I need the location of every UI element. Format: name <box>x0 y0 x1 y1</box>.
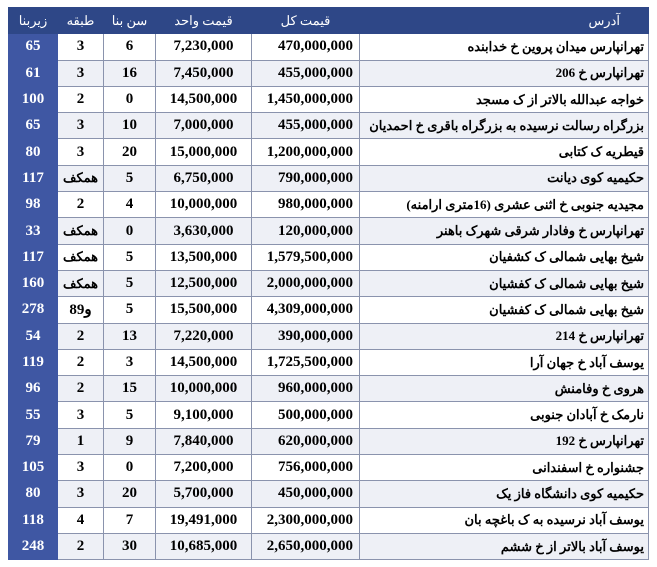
cell-unit-price: 7,200,000 <box>156 455 252 481</box>
cell-unit-price: 7,230,000 <box>156 34 252 60</box>
cell-total-price: 756,000,000 <box>252 455 360 481</box>
cell-unit-price: 5,700,000 <box>156 481 252 507</box>
cell-area: 100 <box>9 86 58 112</box>
cell-area: 96 <box>9 376 58 402</box>
cell-floor: 2 <box>58 349 104 375</box>
cell-area: 79 <box>9 428 58 454</box>
cell-address: تهرانپارس خ 192 <box>360 428 649 454</box>
header-age: سن بنا <box>104 8 156 34</box>
cell-area: 65 <box>9 113 58 139</box>
cell-floor: همکف <box>58 244 104 270</box>
cell-total-price: 470,000,000 <box>252 34 360 60</box>
cell-total-price: 2,000,000,000 <box>252 270 360 296</box>
cell-total-price: 1,579,500,000 <box>252 244 360 270</box>
table-row <box>9 455 649 481</box>
cell-floor: 3 <box>58 113 104 139</box>
cell-floor: 2 <box>58 323 104 349</box>
cell-address: هروی خ وفامنش <box>360 376 649 402</box>
cell-area: 119 <box>9 349 58 375</box>
cell-total-price: 2,650,000,000 <box>252 533 360 559</box>
table-row <box>9 192 649 218</box>
table-row <box>9 507 649 533</box>
header-total-price: قیمت کل <box>252 8 360 34</box>
cell-area: 117 <box>9 244 58 270</box>
cell-unit-price: 9,100,000 <box>156 402 252 428</box>
cell-address: مجیدیه جنوبی خ اثنی عشری (16متری ارامنه) <box>360 192 649 218</box>
table-row <box>9 376 649 402</box>
table-row <box>9 244 649 270</box>
cell-age: 5 <box>104 402 156 428</box>
cell-area: 33 <box>9 218 58 244</box>
cell-floor: 3 <box>58 34 104 60</box>
cell-floor: 2 <box>58 533 104 559</box>
cell-area: 55 <box>9 402 58 428</box>
table-row <box>9 218 649 244</box>
table-row <box>9 533 649 559</box>
cell-address: تهرانپارس خ وفادار شرقی شهرک باهنر <box>360 218 649 244</box>
table-row <box>9 86 649 112</box>
cell-floor: 8و9 <box>58 297 104 323</box>
cell-age: 4 <box>104 192 156 218</box>
price-table <box>8 7 649 560</box>
cell-age: 13 <box>104 323 156 349</box>
table-row <box>9 428 649 454</box>
table-row <box>9 60 649 86</box>
cell-age: 6 <box>104 34 156 60</box>
cell-age: 5 <box>104 297 156 323</box>
cell-address: حکیمیه کوی دیانت <box>360 165 649 191</box>
cell-floor: 3 <box>58 139 104 165</box>
cell-age: 0 <box>104 218 156 244</box>
cell-address: یوسف آباد نرسیده به ک باغچه بان <box>360 507 649 533</box>
cell-area: 278 <box>9 297 58 323</box>
cell-unit-price: 7,840,000 <box>156 428 252 454</box>
cell-address: تهرانپارس خ 206 <box>360 60 649 86</box>
table-row <box>9 297 649 323</box>
cell-age: 5 <box>104 244 156 270</box>
cell-address: جشنواره خ اسفندانی <box>360 455 649 481</box>
table-row <box>9 323 649 349</box>
cell-unit-price: 13,500,000 <box>156 244 252 270</box>
table-row <box>9 139 649 165</box>
cell-unit-price: 7,000,000 <box>156 113 252 139</box>
cell-total-price: 790,000,000 <box>252 165 360 191</box>
cell-address: نارمک خ آبادان جنوبی <box>360 402 649 428</box>
cell-total-price: 450,000,000 <box>252 481 360 507</box>
cell-floor: 3 <box>58 455 104 481</box>
table-row <box>9 113 649 139</box>
table-row <box>9 165 649 191</box>
cell-address: تهرانپارس خ 214 <box>360 323 649 349</box>
cell-unit-price: 7,450,000 <box>156 60 252 86</box>
cell-address: یوسف آباد بالاتر از خ ششم <box>360 533 649 559</box>
cell-floor: 3 <box>58 481 104 507</box>
cell-floor: 2 <box>58 86 104 112</box>
cell-age: 16 <box>104 60 156 86</box>
cell-area: 118 <box>9 507 58 533</box>
table-row <box>9 270 649 296</box>
table-row <box>9 481 649 507</box>
cell-floor: همکف <box>58 165 104 191</box>
cell-unit-price: 19,491,000 <box>156 507 252 533</box>
header-floor: طبقه <box>58 8 104 34</box>
cell-age: 20 <box>104 481 156 507</box>
cell-address: تهرانپارس میدان پروین خ خدابنده <box>360 34 649 60</box>
cell-unit-price: 15,000,000 <box>156 139 252 165</box>
header-area: زیربنا <box>9 8 58 34</box>
cell-total-price: 980,000,000 <box>252 192 360 218</box>
cell-total-price: 620,000,000 <box>252 428 360 454</box>
cell-area: 117 <box>9 165 58 191</box>
cell-unit-price: 14,500,000 <box>156 349 252 375</box>
cell-unit-price: 3,630,000 <box>156 218 252 244</box>
cell-address: شیخ بهایی شمالی ک کشفیان <box>360 244 649 270</box>
cell-address: قیطریه ک کتابی <box>360 139 649 165</box>
cell-age: 0 <box>104 86 156 112</box>
cell-address: شیخ بهایی شمالی ک کفشیان <box>360 297 649 323</box>
cell-total-price: 120,000,000 <box>252 218 360 244</box>
cell-area: 54 <box>9 323 58 349</box>
cell-age: 3 <box>104 349 156 375</box>
cell-total-price: 960,000,000 <box>252 376 360 402</box>
cell-address: خواجه عبدالله بالاتر از ک مسجد <box>360 86 649 112</box>
cell-area: 61 <box>9 60 58 86</box>
cell-floor: 3 <box>58 60 104 86</box>
cell-unit-price: 15,500,000 <box>156 297 252 323</box>
cell-floor: 2 <box>58 192 104 218</box>
cell-address: یوسف آباد خ جهان آرا <box>360 349 649 375</box>
cell-area: 65 <box>9 34 58 60</box>
table-row <box>9 34 649 60</box>
header-address: آدرس <box>360 8 649 34</box>
header-row <box>9 8 649 34</box>
cell-unit-price: 12,500,000 <box>156 270 252 296</box>
cell-area: 80 <box>9 139 58 165</box>
cell-age: 5 <box>104 165 156 191</box>
cell-address: حکیمیه کوی دانشگاه فاز یک <box>360 481 649 507</box>
cell-area: 105 <box>9 455 58 481</box>
cell-age: 7 <box>104 507 156 533</box>
cell-total-price: 1,725,500,000 <box>252 349 360 375</box>
cell-floor: 3 <box>58 402 104 428</box>
cell-age: 10 <box>104 113 156 139</box>
cell-unit-price: 10,000,000 <box>156 376 252 402</box>
cell-floor: 4 <box>58 507 104 533</box>
table-row <box>9 349 649 375</box>
table-row <box>9 402 649 428</box>
cell-age: 0 <box>104 455 156 481</box>
cell-age: 20 <box>104 139 156 165</box>
cell-total-price: 455,000,000 <box>252 113 360 139</box>
cell-total-price: 390,000,000 <box>252 323 360 349</box>
cell-total-price: 1,450,000,000 <box>252 86 360 112</box>
cell-floor: همکف <box>58 218 104 244</box>
cell-unit-price: 10,000,000 <box>156 192 252 218</box>
cell-unit-price: 7,220,000 <box>156 323 252 349</box>
table-body <box>9 34 649 560</box>
cell-unit-price: 14,500,000 <box>156 86 252 112</box>
cell-floor: 1 <box>58 428 104 454</box>
cell-total-price: 4,309,000,000 <box>252 297 360 323</box>
header-unit-price: قیمت واحد <box>156 8 252 34</box>
cell-area: 98 <box>9 192 58 218</box>
cell-address: شیخ بهایی شمالی ک کفشیان <box>360 270 649 296</box>
cell-unit-price: 6,750,000 <box>156 165 252 191</box>
cell-total-price: 1,200,000,000 <box>252 139 360 165</box>
cell-age: 30 <box>104 533 156 559</box>
cell-floor: همکف <box>58 270 104 296</box>
cell-floor: 2 <box>58 376 104 402</box>
cell-address: بزرگراه رسالت نرسیده به بزرگراه باقری خ احمدیان <box>360 113 649 139</box>
cell-total-price: 500,000,000 <box>252 402 360 428</box>
cell-total-price: 455,000,000 <box>252 60 360 86</box>
cell-unit-price: 10,685,000 <box>156 533 252 559</box>
cell-age: 15 <box>104 376 156 402</box>
cell-age: 9 <box>104 428 156 454</box>
cell-area: 160 <box>9 270 58 296</box>
cell-total-price: 2,300,000,000 <box>252 507 360 533</box>
cell-area: 80 <box>9 481 58 507</box>
cell-area: 248 <box>9 533 58 559</box>
cell-age: 5 <box>104 270 156 296</box>
